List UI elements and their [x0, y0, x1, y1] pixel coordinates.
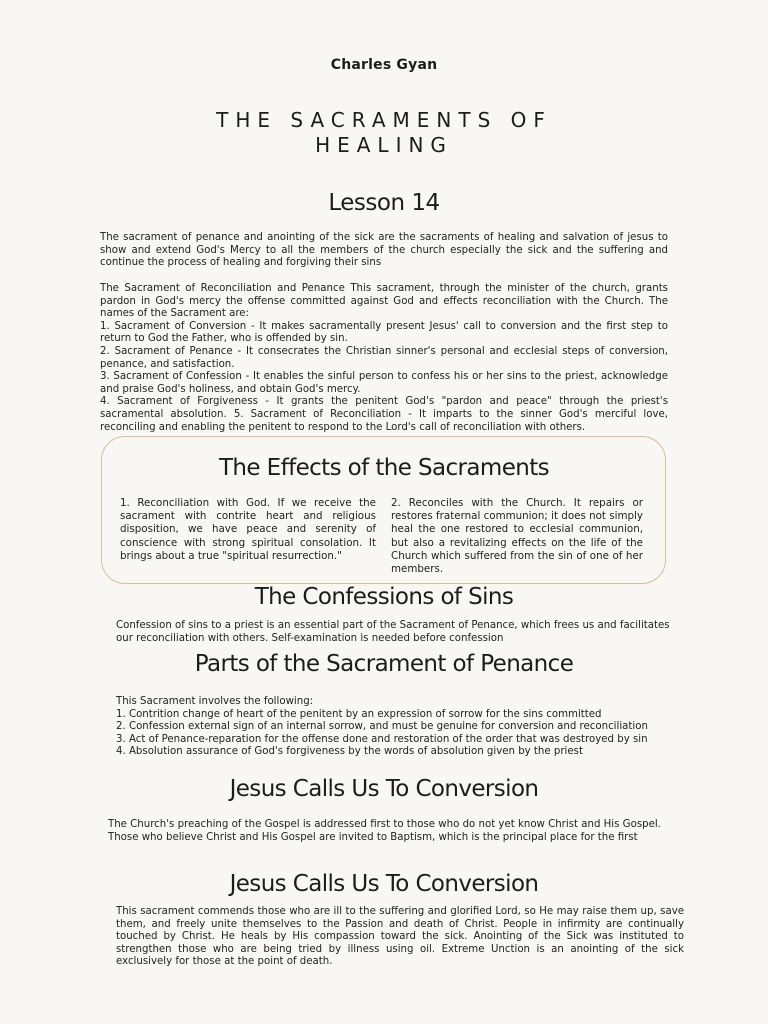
conversion-text-2: This sacrament commends those who are ill to the suffering and glorified Lord, so He may raise them up, save them, and freely unite themselves to the Passion and death of Christ. People in infirmity are continually touched by Christ. He heals by His compassion toward the sick. Anointing of the Sick was instituted to strengthen those who are being tried by illness using oil. Extreme Unction is an anointing of the sick exclusively for those at the point of death.: [116, 906, 684, 968]
reconciliation-section: [100, 283, 668, 434]
parts-item-3: 3. Act of Penance-reparation for the offense done and restoration of the order that was destroyed by sin: [116, 733, 648, 745]
confessions-heading: The Confessions of Sins: [254, 584, 514, 610]
conversion-text-1: The Church's preaching of the Gospel is addressed first to those who do not yet know Christ and His Gospel. Those who believe Christ and His Gospel are invited to Baptism, which is the principal place for the first: [108, 819, 661, 843]
conversion-heading-2: Jesus Calls Us To Conversion: [229, 871, 539, 897]
parts-item-4: 4. Absolution assurance of God's forgiveness by the words of absolution given by the priest: [116, 746, 583, 757]
reconciliation-item-2: 2. Sacrament of Penance - It consecrates the Christian sinner's personal and ecclesial steps of conversion, penance, and satisfaction.: [100, 345, 668, 370]
reconciliation-item-1: 1. Sacrament of Conversion - It makes sacramentally present Jesus' call to conversion and the first step to return to God the Father, who is offended by sin.: [100, 320, 668, 345]
intro-text: The sacrament of penance and anointing of the sick are the sacraments of healing and salvation of jesus to show and extend God's Mercy to all the members of the church especially the sick and the suffering and continue the process of healing and forgiving their sins: [100, 232, 668, 269]
author-name: Charles Gyan: [330, 57, 438, 73]
confessions-text: Confession of sins to a priest is an essential part of the Sacrament of Penance, which frees us and facilitates our reconciliation with others. Self-examination is needed before confession: [116, 620, 670, 644]
parts-item-2: 2. Confession external sign of an internal sorrow, and must be genuine for conversion and reconciliation: [116, 721, 648, 732]
conversion-heading-1: Jesus Calls Us To Conversion: [229, 776, 539, 802]
effect-reconciliation-church: 2. Reconciles with the Church. It repairs or restores fraternal communion; it does not simply heal the one restored to ecclesial communion, but also a revitalizing effects on the life of the Church which suffered from the sin of one of her members.: [391, 497, 643, 576]
reconciliation-intro: The Sacrament of Reconciliation and Penance This sacrament, through the minister of the church, grants pardon in God's mercy the offense committed against God and effects reconciliation with the Church. The names of the Sacrament are:: [100, 283, 668, 320]
effects-heading: The Effects of the Sacraments: [218, 455, 550, 481]
title-line-1: THE SACRAMENTS OF: [216, 108, 552, 132]
lesson-number: Lesson 14: [328, 190, 440, 216]
parts-heading: Parts of the Sacrament of Penance: [194, 651, 574, 677]
intro-paragraph: [100, 232, 668, 270]
parts-intro: This Sacrament involves the following:: [116, 696, 314, 707]
reconciliation-item-4-5: 4. Sacrament of Forgiveness - It grants the penitent God's "pardon and peace" through the priest's sacramental absolution. 5. Sacrament of Reconciliation - It imparts to the sinner God's merciful love, reconciling and enabling the penitent to respond to the Lord's call of reconciliation with others.: [100, 396, 668, 433]
parts-item-1: 1. Contrition change of heart of the penitent by an expression of sorrow for the sins committed: [116, 708, 602, 720]
title-line-2: HEALING: [315, 133, 453, 157]
effect-reconciliation-god: 1. Reconciliation with God. If we receive the sacrament with contrite heart and religious disposition, we have peace and serenity of conscience with strong spiritual consolation. It brings about a true "spiritual resurrection.": [120, 497, 376, 562]
document-title: [0, 108, 768, 158]
parts-list: [116, 696, 688, 759]
reconciliation-item-3: 3. Sacrament of Confession - It enables the sinful person to confess his or her sins to the priest, acknowledge and praise God's holiness, and obtain God's mercy.: [100, 371, 668, 395]
